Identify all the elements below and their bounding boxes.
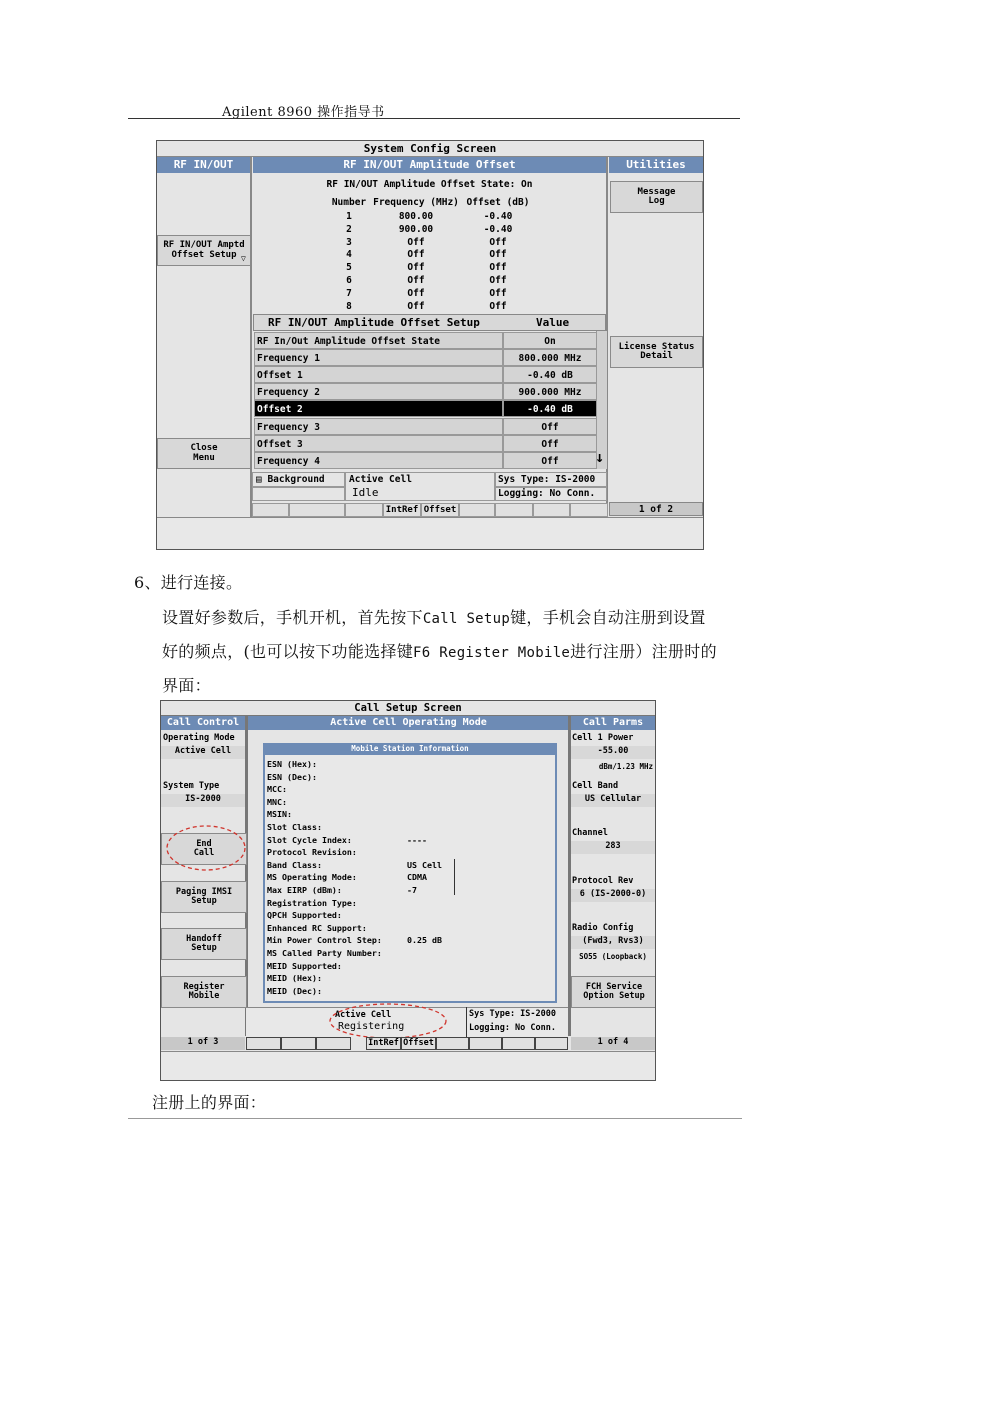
ms-info-row [267,859,442,873]
row-number: 2 [346,223,352,235]
setup-row-value: 800.000 MHz [503,349,597,366]
bottom-panel [157,517,703,550]
row-frequency: 900.00 [398,223,434,235]
cell-power-unit: dBm/1.23 MHz [598,762,653,771]
scroll-down-icon[interactable]: ↓ [595,448,605,466]
ms-info-row [267,885,417,898]
screen-title: System Config Screen [157,141,703,157]
radio-config-value[interactable]: (Fwd3, Rvs3) [571,936,655,949]
license-status-softkey[interactable] [610,336,703,368]
bottom-tab[interactable] [502,1037,535,1050]
footer-rule [128,1118,742,1119]
step-paragraph-line1 [162,605,706,628]
background-status-lower [252,487,345,501]
ms-info-label: Protocol Revision: [267,847,357,858]
ms-info-row [267,910,342,923]
ms-info-label: ESN (Hex): [267,759,317,769]
handoff-setup-softkey[interactable] [161,928,247,960]
setup-table-row[interactable] [253,366,597,383]
message-log-softkey[interactable] [610,181,703,213]
background-icon: ▤ [256,474,268,485]
register-mobile-softkey[interactable] [161,976,247,1008]
operating-mode-label: Operating Mode [163,733,235,743]
logging-2: Logging: No Conn. [469,1023,556,1033]
left-page-indicator: 1 of 3 [161,1037,245,1050]
row-number: 7 [346,287,352,299]
setup-table-row[interactable] [253,418,597,435]
setup-table-row[interactable] [253,349,597,366]
row-number: 1 [346,211,352,222]
ms-info-row [267,872,427,885]
row-frequency: Off [407,287,425,299]
system-type-value[interactable]: IS-2000 [161,794,245,807]
offset-tab[interactable]: Offset [421,503,459,517]
line2-text-b: 进行注册）注册时的 [570,642,717,661]
ms-info-label: Band Class: [267,859,322,870]
setup-table-row[interactable] [253,383,597,400]
bottom-tab[interactable] [246,1037,281,1050]
setup-table-row[interactable] [253,400,597,417]
ms-info-row [267,797,287,810]
intref-tab[interactable]: IntRef [383,503,421,517]
page-indicator: 1 of 2 [609,502,703,516]
col-offset: Offset (dB) [466,197,530,208]
setup-row-label: Frequency 4 [254,452,503,469]
radio-config-label: Radio Config [572,923,634,933]
background-status [252,472,345,487]
ms-info-label: MCC: [267,784,287,795]
header-rule [128,118,740,119]
ms-info-row [267,759,317,772]
ms-info-row [267,935,442,948]
info-value-divider [454,859,455,895]
line1-code: Call Setup [422,611,511,627]
status-divider [466,1007,467,1037]
offset-state-line: RF IN/OUT Amplitude Offset State: On [326,179,533,190]
row-frequency: Off [407,275,425,286]
row-frequency: 800.00 [398,211,434,222]
row-frequency: Off [407,262,425,274]
ms-info-value: ---- [407,834,427,845]
ms-info-row [267,898,357,911]
ms-info-label: ESN (Dec): [267,771,317,782]
bottom-tab[interactable] [459,503,495,517]
ms-info-value: 0.25 dB [407,935,442,946]
ms-info-row [267,809,292,822]
setup-row-value: -0.40 dB [503,366,597,383]
row-offset: -0.40 [483,223,513,235]
setup-row-label: Offset 2 [254,400,503,417]
row-offset: Off [489,287,507,299]
ms-info-row [267,822,322,835]
offset-table-row [327,262,547,275]
operating-mode-header: Active Cell Operating Mode [248,716,569,730]
offset-setup-softkey[interactable] [157,235,251,266]
protocol-value[interactable]: 6 (IS-2000-0) [571,889,655,902]
cell-band-value[interactable]: US Cellular [571,794,655,807]
row-offset: Off [489,236,507,248]
right-menu-header: Utilities [609,157,703,173]
bottom-tab[interactable] [289,503,345,517]
left-menu-header: RF IN/OUT [157,157,250,173]
setup-row-label: Frequency 3 [254,418,503,435]
row-frequency: Off [407,249,425,261]
row-number: 8 [346,300,352,312]
setup-table-header [253,314,606,331]
offset-table-row [327,275,547,288]
screen2-bottom-panel [161,1051,655,1081]
offset-table-row [327,224,547,237]
row-offset: Off [489,262,507,274]
bottom-tab[interactable] [533,503,570,517]
setup-row-value: On [503,332,597,349]
row-number: 4 [346,249,352,261]
cell-power-label: Cell 1 Power [572,733,634,743]
active-cell-status [345,472,495,501]
ms-info-row [267,772,317,785]
offset-table-row [327,237,547,250]
line1-text-a: 设置好参数后，手机开机，首先按下 [162,608,423,627]
operating-mode-value[interactable]: Active Cell [161,746,245,759]
step-paragraph-line2 [162,639,717,662]
cell-band-label: Cell Band [572,781,619,791]
end-call-highlight-circle [165,823,247,873]
setup-header-value: Value [536,316,570,329]
ms-info-label: Slot Cycle Index: [267,834,352,845]
offset-setup-label: RF IN/OUT Amptd Offset Setup [163,240,245,260]
setup-row-label: Offset 1 [254,366,503,383]
ms-info-row [267,961,342,974]
paging-label: Paging IMSI Setup [175,887,233,906]
ms-info-row [267,986,322,999]
setup-header-label: RF IN/OUT Amplitude Offset Setup [268,316,480,329]
setup-table-row[interactable] [253,452,597,469]
bottom-tab[interactable] [252,503,289,517]
ms-info-label: MSIN: [267,809,292,820]
ms-info-label: MS Operating Mode: [267,872,357,883]
ms-info-row [267,948,382,961]
ms-info-label: Min Power Control Step: [267,935,382,946]
left-column-divider [250,157,252,517]
ms-info-value: -7 [407,885,417,895]
registering-highlight-circle [327,1001,449,1041]
bottom-tab[interactable] [281,1037,316,1050]
row-frequency: Off [407,300,425,312]
setup-row-label: Frequency 2 [254,383,503,400]
ms-info-label: MEID (Dec): [267,985,322,996]
row-offset: Off [489,300,507,312]
row-offset: Off [489,249,507,261]
fch-service-softkey[interactable] [571,976,656,1008]
offset-table-row [327,249,547,262]
sys-type-2: Sys Type: IS-2000 [469,1009,556,1019]
setup-row-label: Frequency 1 [254,349,503,366]
setup-row-value: Off [503,418,597,435]
bottom-tab[interactable] [316,1037,351,1050]
ms-info-label: MS Called Party Number: [267,948,382,958]
row-offset: Off [489,275,507,286]
line1-text-b: 键，手机会自动注册到设置 [510,608,706,627]
ms-info-label: MEID (Hex): [267,973,322,984]
center-panel-header: RF IN/OUT Amplitude Offset [253,157,606,173]
setup-row-value: Off [503,435,597,452]
row-frequency: Off [407,236,425,248]
setup-row-value: -0.40 dB [503,400,597,417]
call-setup-screenshot [160,700,656,1081]
fch-service-label: FCH Service Option Setup [583,982,645,1001]
row-number: 6 [346,275,352,286]
system-config-screenshot [156,140,704,550]
screen2-title: Call Setup Screen [161,701,655,716]
ms-info-value: CDMA [407,872,427,883]
close-menu-label: Close Menu [190,443,218,463]
bottom-tab[interactable] [436,1037,469,1050]
register-label: Register Mobile [183,982,225,1001]
ms-info-label: Registration Type: [267,897,357,908]
active-cell-label: Active Cell [335,1010,392,1020]
sys-type-status: Sys Type: IS-2000 [495,472,607,487]
ms-info-row [267,847,357,860]
step-heading: 6、进行连接。 [134,573,243,592]
active-cell-label: Active Cell [349,474,412,485]
offset-tab[interactable]: Offset [401,1037,436,1050]
ms-info-label: Max EIRP (dBm): [267,885,342,895]
row-number: 5 [346,262,352,274]
offset-table-row [327,288,547,301]
license-status-label: License Status Detail [618,341,695,361]
step-paragraph-line3: 界面： [162,676,211,695]
setup-row-label: Offset 3 [254,435,503,452]
bottom-tab[interactable] [345,503,383,517]
ms-info-row [267,973,322,986]
bottom-tab[interactable] [469,1037,502,1050]
offset-table-row [327,211,547,224]
paging-setup-softkey[interactable] [161,881,247,913]
bottom-tab[interactable] [535,1037,568,1050]
handoff-label: Handoff Setup [186,934,222,953]
ms-info-title: Mobile Station Information [263,743,557,755]
bottom-tab[interactable] [495,503,533,517]
document-header: Agilent 8960 操作指导书 [222,105,385,120]
call-control-header: Call Control [161,716,245,730]
registered-caption: 注册上的界面： [152,1093,267,1112]
setup-row-value: 900.000 MHz [503,383,597,400]
submenu-arrow-icon: ▽ [241,254,246,263]
setup-row-label: RF In/Out Amplitude Offset State [254,332,503,349]
system-type-label: System Type [163,781,220,791]
ms-info-label: Slot Class: [267,822,322,832]
setup-table-row[interactable] [253,435,597,452]
right-page-indicator: 1 of 4 [571,1037,655,1050]
ms-info-label: MEID Supported: [267,960,342,971]
active-cell-state: Idle [352,486,379,499]
setup-row-value: Off [503,452,597,469]
message-log-label: Message Log [637,186,676,206]
offset-table-row [327,301,547,314]
bottom-tab[interactable] [570,503,608,517]
call-parms-header: Call Parms [571,716,655,730]
ms-info-row [267,834,427,848]
end-call-label: End Call [193,839,215,858]
channel-value[interactable]: 283 [571,841,655,854]
line2-text-a: 好的频点，(也可以按下功能选择键 [162,642,414,661]
background-label: Background [267,474,325,485]
line2-code: F6 Register Mobile [413,645,571,661]
channel-label: Channel [572,828,608,838]
radio-config-extra: SO55 (Loopback) [579,952,647,961]
setup-table-row[interactable] [253,332,597,349]
ms-info-row [267,784,287,797]
ms-info-value: US Cell [407,859,442,870]
ms-info-label: QPCH Supported: [267,910,342,921]
row-offset: -0.40 [483,211,513,222]
offset-table-header [327,197,547,210]
registering-status: Registering [338,1021,405,1032]
close-menu-softkey[interactable] [157,438,251,469]
row-number: 3 [346,236,352,248]
logging-status: Logging: No Conn. [495,487,607,501]
ms-info-row [267,923,367,936]
intref-tab[interactable]: IntRef [366,1037,401,1050]
col-number: Number [331,197,367,208]
col-frequency: Frequency (MHz) [373,197,459,208]
protocol-label: Protocol Rev [572,876,634,886]
cell-power-value[interactable]: -55.00 [571,746,655,759]
ms-info-label: MNC: [267,796,287,807]
ms-info-label: Enhanced RC Support: [267,922,367,933]
